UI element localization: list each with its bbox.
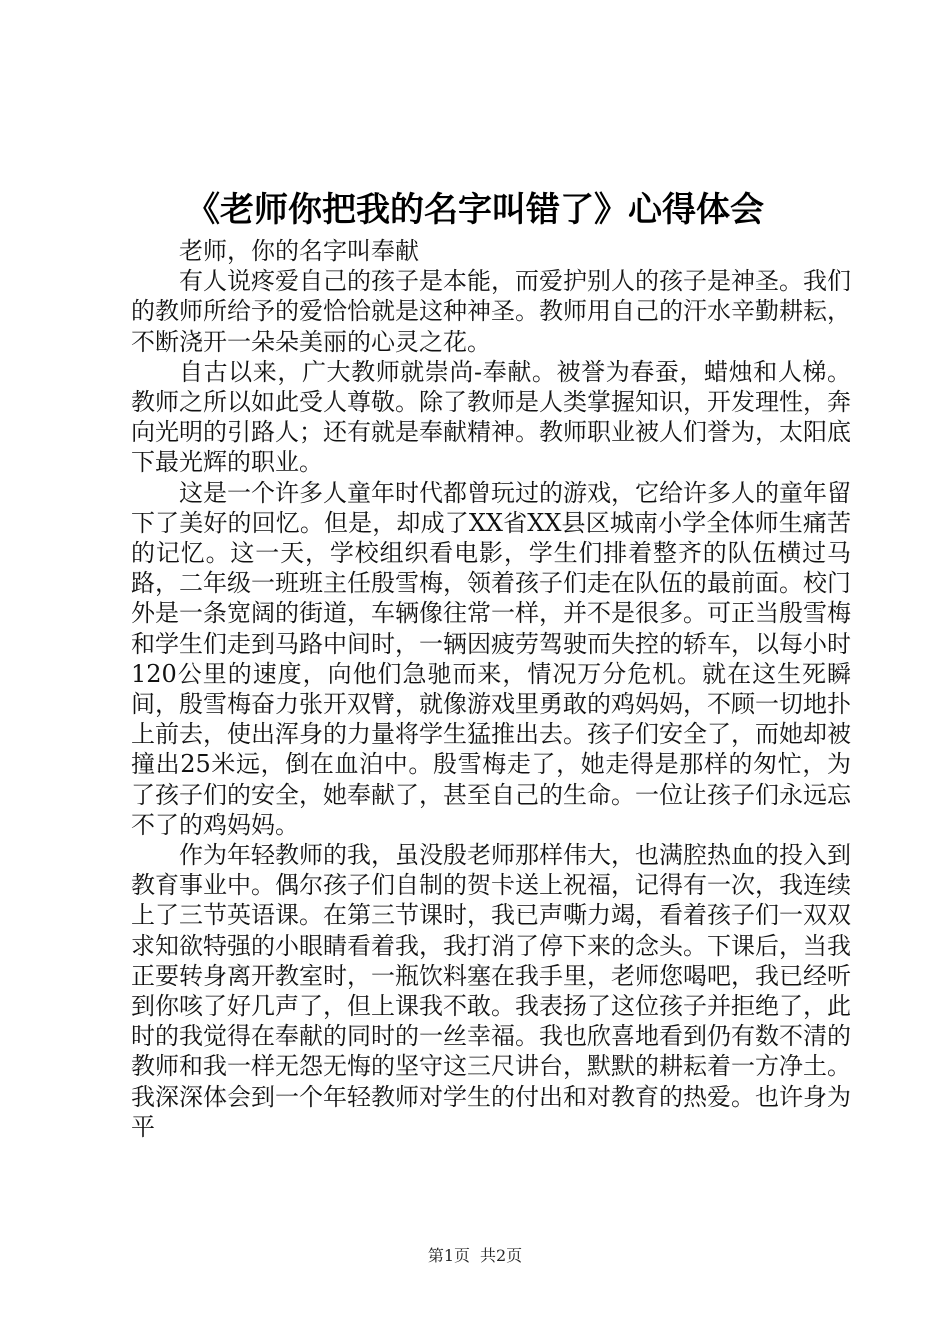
page-footer [0, 1244, 950, 1268]
page-total: 共2页 [480, 1246, 523, 1265]
paragraph: 这是一个许多人童年时代都曾玩过的游戏，它给许多人的童年留下了美好的回忆。但是，却成了XX省XX县区城南小学全体师生痛苦的记忆。这一天，学校组织看电影，学生们排着整齐的队伍横过马路，二年级一班班主任殷雪梅，领着孩子们走在队伍的最前面。校门外是一条宽阔的街道，车辆像往常一样，并不是很多。可正当殷雪梅和学生们走到马路中间时，一辆因疲劳驾驶而失控的轿车，以每小时120公里的速度，向他们急驰而来，情况万分危机。就在这生死瞬间，殷雪梅奋力张开双臂，就像游戏里勇敢的鸡妈妈，不顾一切地扑上前去，使出浑身的力量将学生猛推出去。孩子们安全了，而她却被撞出25米远，倒在血泊中。殷雪梅走了，她走得是那样的匆忙，为了孩子们的安全，她奉献了，甚至自己的生命。一位让孩子们永远忘不了的鸡妈妈。 [131, 478, 851, 839]
page-number: 第1页 [427, 1246, 470, 1265]
document-title: 《老师你把我的名字叫错了》心得体会 [186, 190, 764, 230]
paragraph: 自古以来，广大教师就崇尚-奉献。被誉为春蚕，蜡烛和人梯。教师之所以如此受人尊敬。除了教师是人类掌握知识，开发理性，奔向光明的引路人；还有就是奉献精神。教师职业被人们誉为，太阳底下最光辉的职业。 [131, 357, 851, 477]
paragraph: 作为年轻教师的我，虽没殷老师那样伟大，也满腔热血的投入到教育事业中。偶尔孩子们自制的贺卡送上祝福，记得有一次，我连续上了三节英语课。在第三节课时，我已声嘶力竭，看着孩子们一双双求知欲特强的小眼睛看着我，我打消了停下来的念头。下课后，当我正要转身离开教室时，一瓶饮料塞在我手里，老师您喝吧，我已经听到你咳了好几声了，但上课我不敢。我表扬了这位孩子并拒绝了，此时的我觉得在奉献的同时的一丝幸福。我也欣喜地看到仍有数不清的教师和我一样无怨无悔的坚守这三尺讲台，默默的耕耘着一方净土。我深深体会到一个年轻教师对学生的付出和对教育的热爱。也许身为平 [131, 841, 851, 1141]
paragraph: 有人说疼爱自己的孩子是本能，而爱护别人的孩子是神圣。我们的教师所给予的爱恰恰就是这种神圣。教师用自己的汗水辛勤耕耘，不断浇开一朵朵美丽的心灵之花。 [131, 267, 851, 356]
paragraph-subtitle: 老师，你的名字叫奉献 [179, 237, 419, 265]
document-body [131, 236, 851, 1142]
